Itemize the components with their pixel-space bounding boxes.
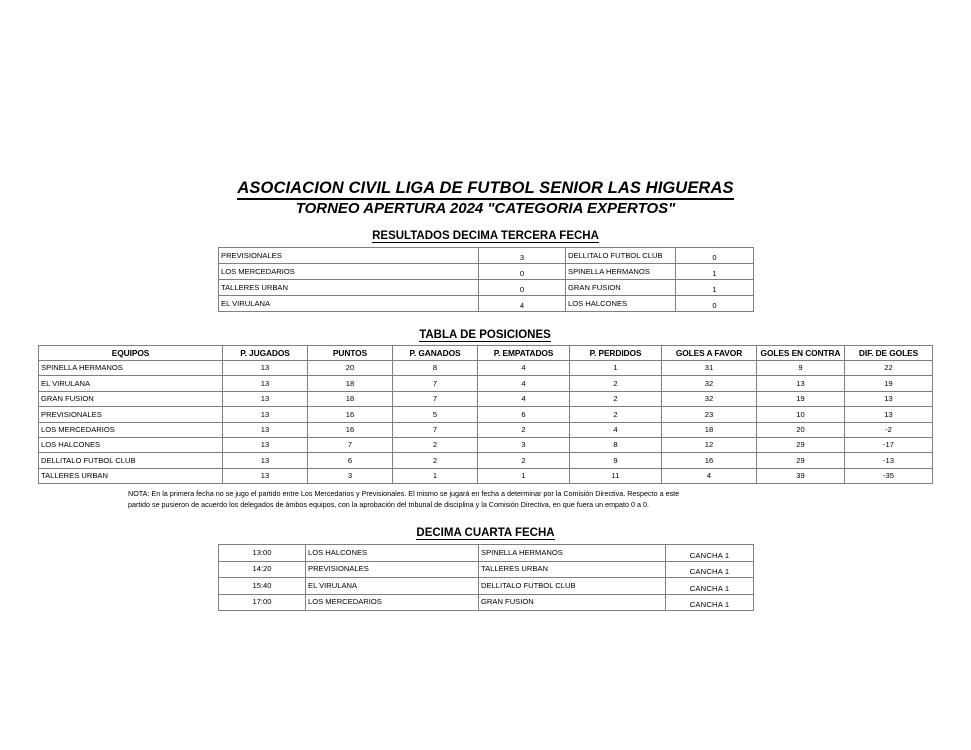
association-title-text: ASOCIACION CIVIL LIGA DE FUTBOL SENIOR LAS HIGUERAS [237, 179, 733, 200]
standings-played: 13 [223, 361, 308, 376]
note-line-1: NOTA: En la primera fecha no se jugo el partido entre Los Mercedarios y Previsionales. El mismo se jugará en fecha a determinar por la Comisión Directiva. Respecto a este [128, 489, 680, 498]
standings-won: 8 [393, 361, 478, 376]
standings-gd: -17 [845, 437, 933, 452]
standings-played: 13 [223, 407, 308, 422]
table-row [219, 296, 754, 312]
fixture-venue: CANCHA 1 [666, 578, 754, 595]
standings-points: 7 [308, 437, 393, 452]
results-home-score: 0 [479, 280, 566, 296]
table-row [219, 594, 754, 611]
fixture-away-team: TALLERES URBAN [479, 561, 666, 578]
standings-played: 13 [223, 437, 308, 452]
note-line-2: partido se pusieron de acuerdo los delegados de ámbos equipos, con la aprobación del tribunal de disciplina y la Comisión Directiva, en que fuera un empato 0 a 0. [128, 499, 650, 509]
standings-header-row [39, 346, 933, 361]
standings-won: 2 [393, 437, 478, 452]
column-header-jugados: P. JUGADOS [223, 346, 308, 361]
fixture-venue: CANCHA 1 [666, 561, 754, 578]
results-home-score: 4 [479, 296, 566, 312]
standings-ga: 29 [757, 453, 845, 468]
results-home-team: EL VIRULANA [219, 296, 479, 312]
results-away-score: 0 [676, 248, 754, 264]
results-away-score: 1 [676, 264, 754, 280]
fixture-home-team: PREVISIONALES [306, 561, 479, 578]
standings-won: 7 [393, 391, 478, 406]
results-home-team: PREVISIONALES [219, 248, 479, 264]
standings-gd: -35 [845, 468, 933, 483]
standings-points: 16 [308, 407, 393, 422]
standings-gf: 32 [662, 391, 757, 406]
fixture-heading [218, 527, 753, 539]
standings-ga: 19 [757, 391, 845, 406]
association-title [0, 179, 971, 198]
fixture-away-team: GRAN FUSION [479, 594, 666, 611]
standings-gd: 13 [845, 391, 933, 406]
column-header-goles-a-favor: GOLES A FAVOR [662, 346, 757, 361]
fixture-home-team: EL VIRULANA [306, 578, 479, 595]
standings-gf: 16 [662, 453, 757, 468]
table-row [39, 437, 933, 452]
standings-played: 13 [223, 422, 308, 437]
standings-drawn: 2 [478, 453, 570, 468]
standings-gd: -2 [845, 422, 933, 437]
column-header-perdidos: P. PERDIDOS [570, 346, 662, 361]
fixture-home-team: LOS HALCONES [306, 545, 479, 562]
tournament-title: TORNEO APERTURA 2024 "CATEGORIA EXPERTOS" [295, 200, 676, 217]
fixture-heading-text: DECIMA CUARTA FECHA [416, 527, 555, 539]
standings-played: 13 [223, 453, 308, 468]
table-row [39, 361, 933, 376]
standings-gd: -13 [845, 453, 933, 468]
standings-drawn: 3 [478, 437, 570, 452]
standings-lost: 2 [570, 391, 662, 406]
standings-points: 20 [308, 361, 393, 376]
standings-drawn: 4 [478, 376, 570, 391]
standings-heading-text: TABLA DE POSICIONES [419, 329, 551, 341]
standings-played: 13 [223, 468, 308, 483]
standings-drawn: 2 [478, 422, 570, 437]
standings-points: 18 [308, 376, 393, 391]
results-heading [218, 230, 753, 242]
standings-gf: 23 [662, 407, 757, 422]
standings-drawn: 4 [478, 361, 570, 376]
standings-ga: 13 [757, 376, 845, 391]
fixture-venue: CANCHA 1 [666, 545, 754, 562]
fixture-time: 15:40 [219, 578, 306, 595]
standings-drawn: 1 [478, 468, 570, 483]
standings-ga: 20 [757, 422, 845, 437]
standings-lost: 8 [570, 437, 662, 452]
table-row [219, 561, 754, 578]
table-row [219, 578, 754, 595]
standings-lost: 11 [570, 468, 662, 483]
fixture-time: 14:20 [219, 561, 306, 578]
fixture-venue: CANCHA 1 [666, 594, 754, 611]
standings-team: GRAN FUSION [39, 391, 223, 406]
table-row [39, 422, 933, 437]
column-header-ganados: P. GANADOS [393, 346, 478, 361]
standings-table [38, 345, 933, 484]
fixture-away-team: DELLITALO FUTBOL CLUB [479, 578, 666, 595]
standings-gf: 18 [662, 422, 757, 437]
standings-gf: 32 [662, 376, 757, 391]
results-home-score: 3 [479, 248, 566, 264]
table-row [219, 264, 754, 280]
standings-gf: 12 [662, 437, 757, 452]
results-away-score: 0 [676, 296, 754, 312]
results-away-team: DELLITALO FUTBOL CLUB [566, 248, 676, 264]
standings-points: 16 [308, 422, 393, 437]
table-row [39, 407, 933, 422]
standings-gf: 4 [662, 468, 757, 483]
standings-won: 5 [393, 407, 478, 422]
standings-gf: 31 [662, 361, 757, 376]
standings-lost: 4 [570, 422, 662, 437]
column-header-empatados: P. EMPATADOS [478, 346, 570, 361]
standings-lost: 2 [570, 407, 662, 422]
standings-team: SPINELLA HERMANOS [39, 361, 223, 376]
standings-points: 6 [308, 453, 393, 468]
standings-drawn: 6 [478, 407, 570, 422]
standings-played: 13 [223, 391, 308, 406]
standings-won: 1 [393, 468, 478, 483]
standings-team: LOS MERCEDARIOS [39, 422, 223, 437]
fixture-table [218, 544, 754, 611]
standings-ga: 9 [757, 361, 845, 376]
table-row [219, 248, 754, 264]
column-header-goles-en-contra: GOLES EN CONTRA [757, 346, 845, 361]
standings-won: 7 [393, 422, 478, 437]
standings-gd: 13 [845, 407, 933, 422]
standings-points: 3 [308, 468, 393, 483]
standings-won: 7 [393, 376, 478, 391]
table-row [219, 280, 754, 296]
results-heading-text: RESULTADOS DECIMA TERCERA FECHA [372, 230, 599, 242]
standings-ga: 39 [757, 468, 845, 483]
standings-points: 18 [308, 391, 393, 406]
standings-ga: 29 [757, 437, 845, 452]
results-home-team: TALLERES URBAN [219, 280, 479, 296]
fixture-away-team: SPINELLA HERMANOS [479, 545, 666, 562]
fixture-home-team: LOS MERCEDARIOS [306, 594, 479, 611]
standings-lost: 1 [570, 361, 662, 376]
standings-lost: 9 [570, 453, 662, 468]
standings-ga: 10 [757, 407, 845, 422]
results-away-team: SPINELLA HERMANOS [566, 264, 676, 280]
table-row [39, 453, 933, 468]
standings-team: TALLERES URBAN [39, 468, 223, 483]
standings-team: EL VIRULANA [39, 376, 223, 391]
results-home-team: LOS MERCEDARIOS [219, 264, 479, 280]
column-header-equipos: EQUIPOS [39, 346, 223, 361]
standings-team: PREVISIONALES [39, 407, 223, 422]
results-away-score: 1 [676, 280, 754, 296]
standings-team: LOS HALCONES [39, 437, 223, 452]
standings-won: 2 [393, 453, 478, 468]
table-row [39, 391, 933, 406]
table-row [39, 468, 933, 483]
results-away-team: LOS HALCONES [566, 296, 676, 312]
standings-gd: 22 [845, 361, 933, 376]
note-text [128, 489, 848, 510]
standings-heading [38, 329, 932, 341]
fixture-time: 17:00 [219, 594, 306, 611]
standings-gd: 19 [845, 376, 933, 391]
results-home-score: 0 [479, 264, 566, 280]
column-header-puntos: PUNTOS [308, 346, 393, 361]
fixture-time: 13:00 [219, 545, 306, 562]
table-row [39, 376, 933, 391]
standings-drawn: 4 [478, 391, 570, 406]
results-table [218, 247, 754, 312]
results-away-team: GRAN FUSION [566, 280, 676, 296]
standings-played: 13 [223, 376, 308, 391]
column-header-dif-de-goles: DIF. DE GOLES [845, 346, 933, 361]
standings-lost: 2 [570, 376, 662, 391]
standings-team: DELLITALO FUTBOL CLUB [39, 453, 223, 468]
table-row [219, 545, 754, 562]
